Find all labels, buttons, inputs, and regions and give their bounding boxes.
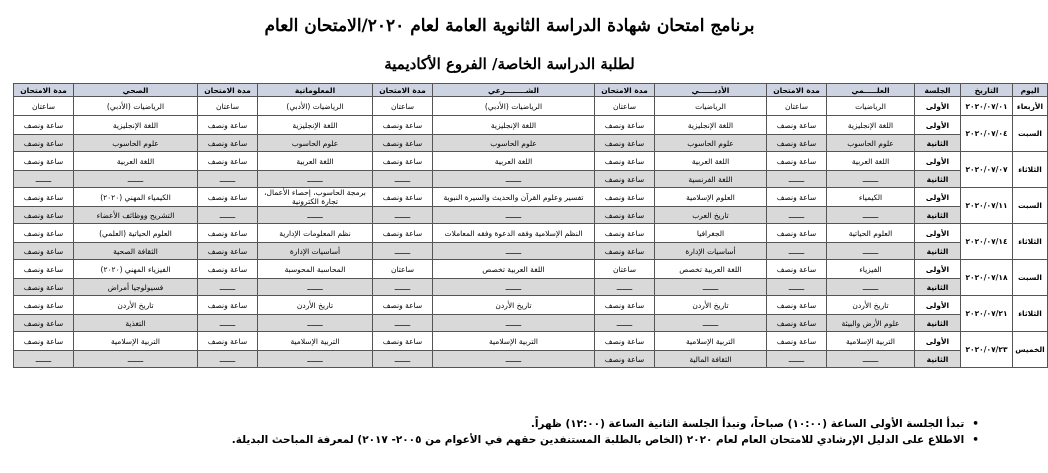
subject-cell: الرياضيات: [827, 97, 915, 116]
subject-cell: فسيولوجيا أمراض: [74, 279, 198, 296]
table-row: [14, 279, 1048, 296]
session-cell: الثانية: [915, 351, 961, 368]
duration-cell: ساعة ونصف: [198, 243, 258, 260]
duration-cell: ساعة ونصف: [198, 188, 258, 207]
session-cell: الأولى: [915, 260, 961, 279]
duration-cell: ساعة ونصف: [373, 188, 433, 207]
duration-cell: ساعة ونصف: [595, 135, 655, 152]
duration-cell: ساعة ونصف: [595, 152, 655, 171]
subject-cell: اللغة الإنجليزية: [258, 116, 373, 135]
duration-cell: ـــــــ: [767, 207, 827, 224]
duration-cell: ساعة ونصف: [767, 188, 827, 207]
subject-cell: ـــــــ: [827, 207, 915, 224]
duration-cell: ساعة ونصف: [595, 224, 655, 243]
subject-cell: الفيزياء: [827, 260, 915, 279]
duration-cell: ساعة ونصف: [198, 116, 258, 135]
subject-cell: اللغة الإنجليزية: [827, 116, 915, 135]
duration-cell: ساعة ونصف: [14, 243, 74, 260]
session-cell: الثانية: [915, 171, 961, 188]
note-item: [39, 418, 979, 430]
session-cell: الثانية: [915, 135, 961, 152]
duration-cell: ساعة ونصف: [767, 152, 827, 171]
header-sharia: الشــــــــرعي: [433, 84, 595, 97]
header-duration: مدة الامتحان: [373, 84, 433, 97]
bullet-icon: •: [972, 418, 979, 430]
duration-cell: ساعة ونصف: [14, 260, 74, 279]
header-duration: مدة الامتحان: [767, 84, 827, 97]
duration-cell: ساعة ونصف: [14, 207, 74, 224]
table-row: [14, 116, 1048, 135]
duration-cell: ساعة ونصف: [373, 152, 433, 171]
table-row: [14, 188, 1048, 207]
subject-cell: التربية الإسلامية: [827, 332, 915, 351]
duration-cell: ساعتان: [767, 97, 827, 116]
date-cell: ٢٠٢٠/٠٧/٢١: [961, 296, 1013, 332]
duration-cell: ـــــــ: [767, 279, 827, 296]
table-row: [14, 152, 1048, 171]
session-cell: الثانية: [915, 279, 961, 296]
duration-cell: ساعة ونصف: [198, 260, 258, 279]
duration-cell: ـــــــ: [373, 207, 433, 224]
subject-cell: الرياضيات (الأدبي): [433, 97, 595, 116]
duration-cell: ـــــــ: [767, 243, 827, 260]
date-cell: ٢٠٢٠/٠٧/١١: [961, 188, 1013, 224]
duration-cell: ساعة ونصف: [595, 171, 655, 188]
duration-cell: ساعة ونصف: [14, 332, 74, 351]
session-cell: الأولى: [915, 332, 961, 351]
page-subtitle: لطلبة الدراسة الخاصة/ الفروع الأكاديمية: [384, 55, 635, 73]
duration-cell: ـــــــ: [373, 243, 433, 260]
session-cell: الأولى: [915, 188, 961, 207]
subject-cell: الثقافة المالية: [655, 351, 767, 368]
subject-cell: علوم الحاسوب: [655, 135, 767, 152]
duration-cell: ساعة ونصف: [373, 332, 433, 351]
session-cell: الأولى: [915, 224, 961, 243]
subject-cell: العلوم الحياتية (العلمي): [74, 224, 198, 243]
table-row: [14, 97, 1048, 116]
duration-cell: ساعة ونصف: [373, 224, 433, 243]
duration-cell: ساعتان: [595, 260, 655, 279]
session-cell: الثانية: [915, 243, 961, 260]
subject-cell: اللغة العربية: [433, 152, 595, 171]
subject-cell: ـــــــ: [433, 351, 595, 368]
subject-cell: تاريخ الأردن: [827, 296, 915, 315]
duration-cell: ساعة ونصف: [595, 243, 655, 260]
table-row: [14, 332, 1048, 351]
subject-cell: العلوم الحياتية: [827, 224, 915, 243]
subject-cell: تاريخ الأردن: [433, 296, 595, 315]
subject-cell: ـــــــ: [827, 171, 915, 188]
subject-cell: ـــــــ: [827, 351, 915, 368]
subject-cell: الرياضيات: [655, 97, 767, 116]
duration-cell: ساعة ونصف: [767, 315, 827, 332]
header-session: الجلسة: [915, 84, 961, 97]
duration-cell: ساعة ونصف: [198, 332, 258, 351]
session-cell: الأولى: [915, 152, 961, 171]
subject-cell: ـــــــ: [74, 351, 198, 368]
date-cell: ٢٠٢٠/٠٧/١٨: [961, 260, 1013, 296]
duration-cell: ـــــــ: [373, 315, 433, 332]
subject-cell: التربية الإسلامية: [433, 332, 595, 351]
duration-cell: ـــــــ: [373, 351, 433, 368]
session-cell: الأولى: [915, 296, 961, 315]
duration-cell: ـــــــ: [14, 171, 74, 188]
date-cell: ٢٠٢٠/٠٧/٠٧: [961, 152, 1013, 188]
day-cell: الأربعاء: [1013, 97, 1048, 116]
subject-cell: ـــــــ: [433, 171, 595, 188]
subject-cell: اللغة الإنجليزية: [655, 116, 767, 135]
subject-cell: الثقافة الصحية: [74, 243, 198, 260]
day-cell: الثلاثاء: [1013, 152, 1048, 188]
header-duration: مدة الامتحان: [595, 84, 655, 97]
subject-cell: الكيمياء: [827, 188, 915, 207]
duration-cell: ـــــــ: [767, 171, 827, 188]
table-row: [14, 171, 1048, 188]
duration-cell: ساعة ونصف: [198, 135, 258, 152]
subject-cell: العلوم الإسلامية: [655, 188, 767, 207]
subject-cell: أساسيات الإدارة: [655, 243, 767, 260]
duration-cell: ساعة ونصف: [767, 332, 827, 351]
duration-cell: ساعة ونصف: [595, 116, 655, 135]
subject-cell: تفسير وعلوم القرآن والحديث والسيرة النبوية: [433, 188, 595, 207]
subject-cell: تاريخ الأردن: [74, 296, 198, 315]
table-row: [14, 260, 1048, 279]
subject-cell: علوم الحاسوب: [74, 135, 198, 152]
duration-cell: ساعة ونصف: [595, 188, 655, 207]
subject-cell: اللغة الفرنسية: [655, 171, 767, 188]
subject-cell: تاريخ العرب: [655, 207, 767, 224]
header-duration: مدة الامتحان: [198, 84, 258, 97]
duration-cell: ساعة ونصف: [767, 224, 827, 243]
subject-cell: ـــــــ: [433, 315, 595, 332]
duration-cell: ـــــــ: [373, 279, 433, 296]
subject-cell: علوم الحاسوب: [258, 135, 373, 152]
subject-cell: اللغة العربية: [827, 152, 915, 171]
duration-cell: ساعة ونصف: [767, 260, 827, 279]
day-cell: الثلاثاء: [1013, 224, 1048, 260]
day-cell: السبت: [1013, 188, 1048, 224]
date-cell: ٢٠٢٠/٠٧/١٤: [961, 224, 1013, 260]
duration-cell: ساعة ونصف: [14, 188, 74, 207]
subject-cell: تاريخ الأردن: [655, 296, 767, 315]
table-row: [14, 207, 1048, 224]
subject-cell: المحاسبة المحوسبة: [258, 260, 373, 279]
subject-cell: الكيمياء المهني (٢٠٢٠): [74, 188, 198, 207]
table-row: [14, 296, 1048, 315]
subject-cell: ـــــــ: [258, 171, 373, 188]
subject-cell: اللغة العربية: [74, 152, 198, 171]
duration-cell: ساعة ونصف: [14, 296, 74, 315]
duration-cell: ساعة ونصف: [595, 351, 655, 368]
duration-cell: ساعة ونصف: [373, 296, 433, 315]
day-cell: السبت: [1013, 260, 1048, 296]
date-cell: ٢٠٢٠/٠٧/٠٤: [961, 116, 1013, 152]
header-date: التاريخ: [961, 84, 1013, 97]
note-text: تبدأ الجلسة الأولى الساعة (١٠:٠٠) صباحاً، وتبدأ الجلسة الثانية الساعة (١٢:٠٠) ظهراً.: [530, 418, 965, 430]
duration-cell: ساعة ونصف: [767, 116, 827, 135]
subject-cell: ـــــــ: [74, 171, 198, 188]
note-text: الاطلاع على الدليل الإرشادي للامتحان العام لعام ٢٠٢٠ (الخاص بالطلبة المستنفدين حقهم في الأعوام من ٢٠٠٥- ٢٠١٧) لمعرفة المباحث البديلة.: [231, 434, 965, 446]
page-title: برنامج امتحان شهادة الدراسة الثانوية العامة لعام ٢٠٢٠/الامتحان العام: [264, 16, 755, 36]
subject-cell: ـــــــ: [433, 207, 595, 224]
subject-cell: اللغة العربية: [655, 152, 767, 171]
subject-cell: التغذية: [74, 315, 198, 332]
bullet-icon: •: [972, 434, 979, 446]
session-cell: الأولى: [915, 116, 961, 135]
subject-cell: الجغرافيا: [655, 224, 767, 243]
table-row: [14, 243, 1048, 260]
duration-cell: ساعة ونصف: [14, 315, 74, 332]
duration-cell: ساعة ونصف: [373, 135, 433, 152]
header-literary: الأدبــــــي: [655, 84, 767, 97]
day-cell: الثلاثاء: [1013, 296, 1048, 332]
duration-cell: ساعة ونصف: [14, 152, 74, 171]
date-cell: ٢٠٢٠/٠٧/٢٣: [961, 332, 1013, 368]
duration-cell: ـــــــ: [595, 279, 655, 296]
subject-cell: الرياضيات (الأدبي): [74, 97, 198, 116]
subject-cell: ـــــــ: [258, 351, 373, 368]
duration-cell: ساعة ونصف: [595, 332, 655, 351]
subject-cell: الفيزياء المهني (٢٠٢٠): [74, 260, 198, 279]
duration-cell: ساعة ونصف: [595, 296, 655, 315]
duration-cell: ساعة ونصف: [198, 152, 258, 171]
header-duration: مدة الامتحان: [14, 84, 74, 97]
day-cell: الخميس: [1013, 332, 1048, 368]
subject-cell: التربية الإسلامية: [258, 332, 373, 351]
duration-cell: ساعة ونصف: [14, 135, 74, 152]
subject-cell: النظم الإسلامية وفقه الدعوة وفقه المعاملات: [433, 224, 595, 243]
header-day: اليوم: [1013, 84, 1048, 97]
date-cell: ٢٠٢٠/٠٧/٠١: [961, 97, 1013, 116]
header-scientific: العلـــــمي: [827, 84, 915, 97]
duration-cell: ـــــــ: [14, 351, 74, 368]
subject-cell: التشريح ووظائف الأعضاء: [74, 207, 198, 224]
subject-cell: اللغة الإنجليزية: [74, 116, 198, 135]
session-cell: الثانية: [915, 315, 961, 332]
duration-cell: ساعتان: [198, 97, 258, 116]
subject-cell: اللغة الإنجليزية: [433, 116, 595, 135]
subject-cell: ـــــــ: [258, 207, 373, 224]
subject-cell: برمجة الحاسوب، إحصاء الأعمال، تجارة الكترونية: [258, 188, 373, 207]
subject-cell: التربية الإسلامية: [74, 332, 198, 351]
header-it: المعلوماتية: [258, 84, 373, 97]
duration-cell: ـــــــ: [198, 207, 258, 224]
note-item: [39, 434, 979, 446]
duration-cell: ساعتان: [14, 97, 74, 116]
duration-cell: ـــــــ: [198, 315, 258, 332]
duration-cell: ساعة ونصف: [767, 135, 827, 152]
notes-section: [39, 416, 979, 450]
subject-cell: ـــــــ: [258, 315, 373, 332]
table-row: [14, 315, 1048, 332]
subject-cell: ـــــــ: [433, 243, 595, 260]
subject-cell: الرياضيات (الأدبي): [258, 97, 373, 116]
subject-cell: نظم المعلومات الإدارية: [258, 224, 373, 243]
subject-cell: تاريخ الأردن: [258, 296, 373, 315]
day-cell: السبت: [1013, 116, 1048, 152]
duration-cell: ساعتان: [373, 260, 433, 279]
subject-cell: اللغة العربية تخصص: [655, 260, 767, 279]
duration-cell: ساعة ونصف: [198, 296, 258, 315]
duration-cell: ساعة ونصف: [373, 116, 433, 135]
exam-schedule-table: [13, 83, 1048, 368]
subject-cell: ـــــــ: [433, 279, 595, 296]
duration-cell: ساعتان: [373, 97, 433, 116]
duration-cell: ساعة ونصف: [14, 224, 74, 243]
subject-cell: أساسيات الإدارة: [258, 243, 373, 260]
subject-cell: علوم الحاسوب: [433, 135, 595, 152]
duration-cell: ساعتان: [595, 97, 655, 116]
subject-cell: اللغة العربية: [258, 152, 373, 171]
subject-cell: ـــــــ: [258, 279, 373, 296]
duration-cell: ساعة ونصف: [14, 279, 74, 296]
subject-cell: ـــــــ: [827, 243, 915, 260]
duration-cell: ساعة ونصف: [767, 296, 827, 315]
duration-cell: ـــــــ: [767, 351, 827, 368]
session-cell: الثانية: [915, 207, 961, 224]
header-health: الصحي: [74, 84, 198, 97]
table-row: [14, 135, 1048, 152]
subject-cell: علوم الأرض والبيئة: [827, 315, 915, 332]
subject-cell: اللغة العربية تخصص: [433, 260, 595, 279]
session-cell: الأولى: [915, 97, 961, 116]
duration-cell: ساعة ونصف: [14, 116, 74, 135]
subject-cell: علوم الحاسوب: [827, 135, 915, 152]
duration-cell: ـــــــ: [198, 171, 258, 188]
subject-cell: ـــــــ: [655, 315, 767, 332]
duration-cell: ساعة ونصف: [595, 207, 655, 224]
duration-cell: ساعة ونصف: [198, 224, 258, 243]
subject-cell: ـــــــ: [827, 279, 915, 296]
duration-cell: ـــــــ: [595, 315, 655, 332]
table-row: [14, 351, 1048, 368]
subject-cell: ـــــــ: [655, 279, 767, 296]
subject-cell: التربية الإسلامية: [655, 332, 767, 351]
header-row: [14, 84, 1048, 97]
duration-cell: ـــــــ: [198, 351, 258, 368]
table-row: [14, 224, 1048, 243]
duration-cell: ـــــــ: [373, 171, 433, 188]
duration-cell: ـــــــ: [198, 279, 258, 296]
